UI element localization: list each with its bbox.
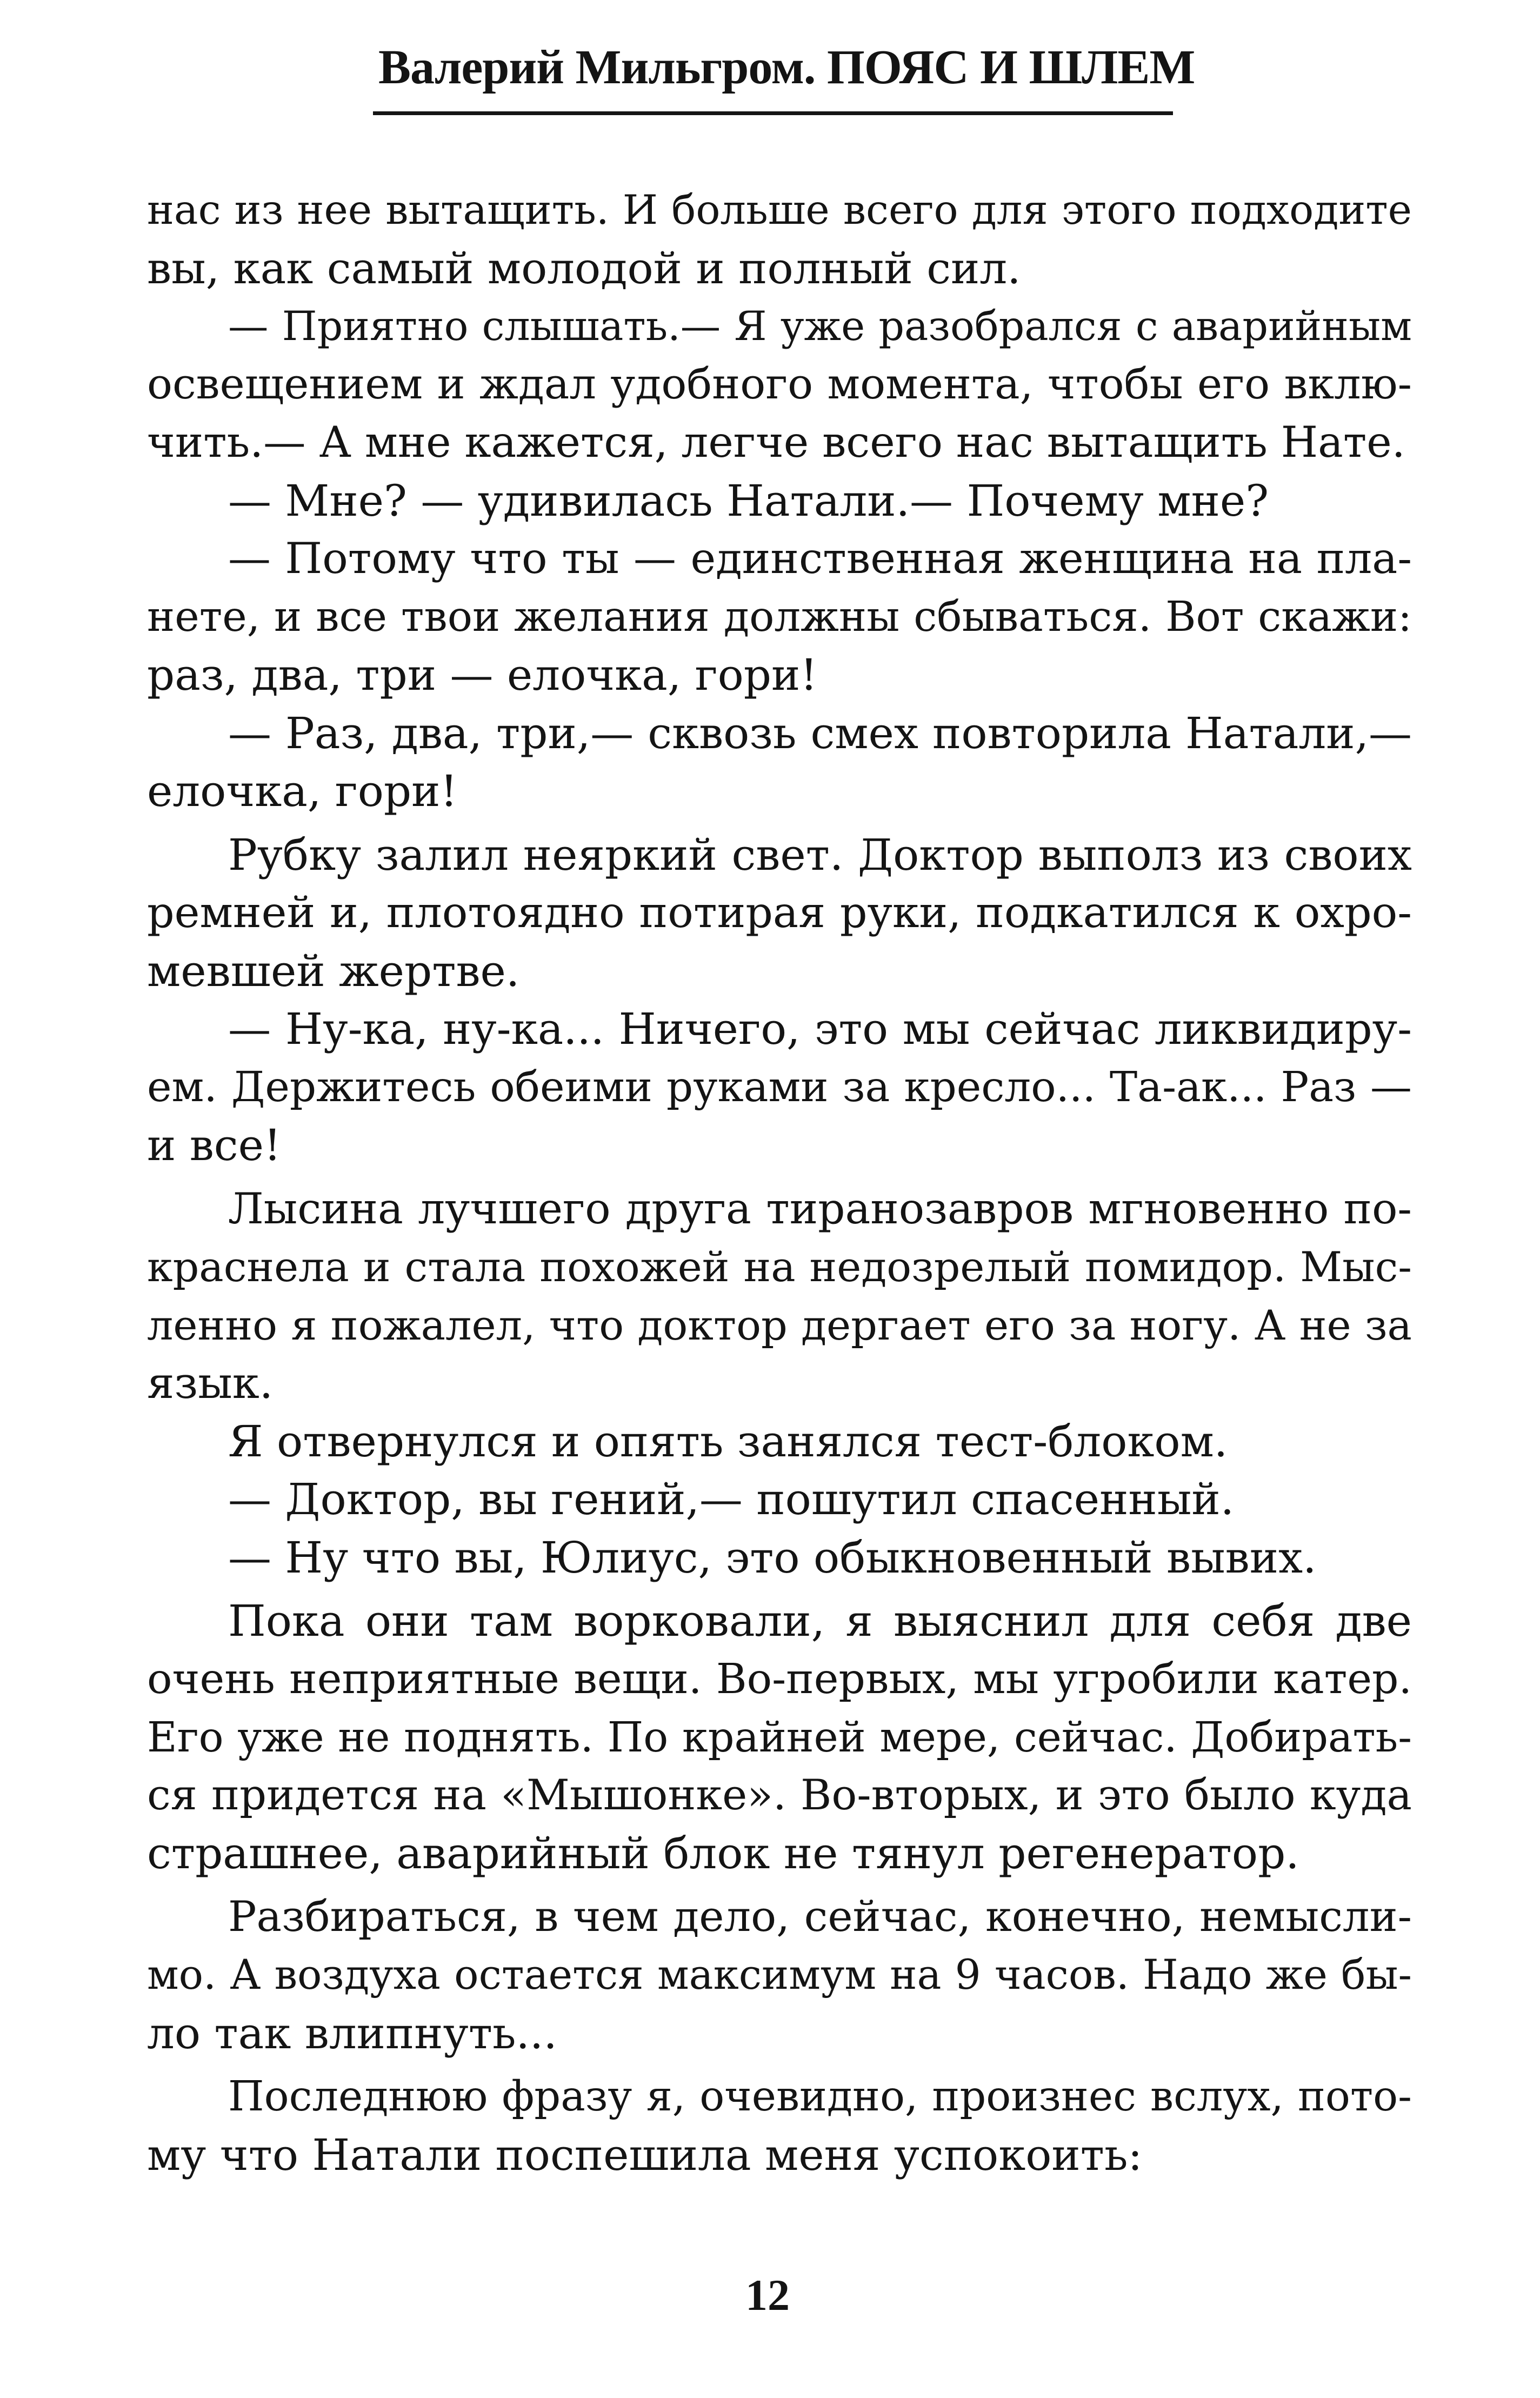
- text-line: — Доктор, вы гений,— пошутил спасенный.: [228, 1474, 1235, 1524]
- text-line: очень неприятные вещи. Во-первых, мы угробили катер.: [147, 1654, 1412, 1703]
- text-line: — Ну-ка, ну-ка... Ничего, это мы сейчас ликвидиру-: [228, 1004, 1412, 1054]
- text-line: и все!: [147, 1120, 282, 1170]
- text-line: раз, два, три — елочка, гори!: [147, 650, 818, 700]
- text-line: — Мне? — удивилась Натали.— Почему мне?: [228, 475, 1269, 526]
- header-rule: [373, 111, 1173, 115]
- text-line: Разбираться, в чем дело, сейчас, конечно, немысли-: [228, 1892, 1412, 1941]
- text-line: ленно я пожалел, что доктор дергает его за ногу. А не за: [147, 1301, 1412, 1349]
- text-line: нас из нее вытащить. И больше всего для этого подходите: [147, 186, 1412, 234]
- text-line: — Приятно слышать.— Я уже разобрался с аварийным: [228, 303, 1412, 350]
- text-line: мо. А воздуха остается максимум на 9 часов. Надо же бы-: [147, 1951, 1412, 1999]
- body-text: [147, 181, 1412, 2184]
- text-line: язык.: [147, 1358, 274, 1408]
- text-line: Я отвернулся и опять занялся тест-блоком.: [228, 1416, 1228, 1467]
- text-line: Рубку залил неяркий свет. Доктор выполз из своих: [228, 829, 1412, 880]
- text-line: краснела и стала похожей на недозрелый помидор. Мыс-: [147, 1243, 1412, 1291]
- text-line: — Раз, два, три,— сквозь смех повторила Натали,—: [228, 708, 1412, 758]
- text-line: страшнее, аварийный блок не тянул регенератор.: [147, 1828, 1299, 1879]
- text-line: ся придется на «Мышонке». Во-вторых, и это было куда: [147, 1770, 1412, 1820]
- page-number: 12: [745, 2270, 790, 2320]
- text-line: Пока они там ворковали, я выяснил для себя две: [228, 1596, 1412, 1646]
- text-line: — Потому что ты — единственная женщина на пла-: [228, 534, 1412, 583]
- text-line: му что Натали поспешила меня успокоить:: [147, 2129, 1143, 2180]
- running-title: Валерий Мильгром. ПОЯС И ШЛЕМ: [378, 41, 1195, 94]
- text-line: нете, и все твои желания должны сбываться. Вот скажи:: [147, 592, 1412, 641]
- text-line: Его уже не поднять. По крайней мере, сейчас. Добирать-: [147, 1713, 1412, 1761]
- text-line: Последнюю фразу я, очевидно, произнес вслух, пото-: [228, 2073, 1412, 2121]
- text-line: ем. Держитесь обеими руками за кресло... Та-ак... Раз —: [147, 1063, 1412, 1111]
- text-line: чить.— А мне кажется, легче всего нас вытащить Нате.: [147, 417, 1405, 467]
- text-line: ло так влипнуть...: [147, 2008, 557, 2059]
- text-line: освещением и ждал удобного момента, чтобы его вклю-: [147, 359, 1412, 409]
- text-line: мевшей жертве.: [147, 945, 520, 996]
- text-line: — Ну что вы, Юлиус, это обыкновенный вывих.: [228, 1532, 1317, 1583]
- text-line: Лысина лучшего друга тиранозавров мгновенно по-: [228, 1183, 1412, 1234]
- text-line: вы, как самый молодой и полный сил.: [147, 243, 1021, 294]
- text-line: ремней и, плотоядно потирая руки, подкатился к охро-: [147, 888, 1412, 937]
- text-line: елочка, гори!: [147, 766, 458, 816]
